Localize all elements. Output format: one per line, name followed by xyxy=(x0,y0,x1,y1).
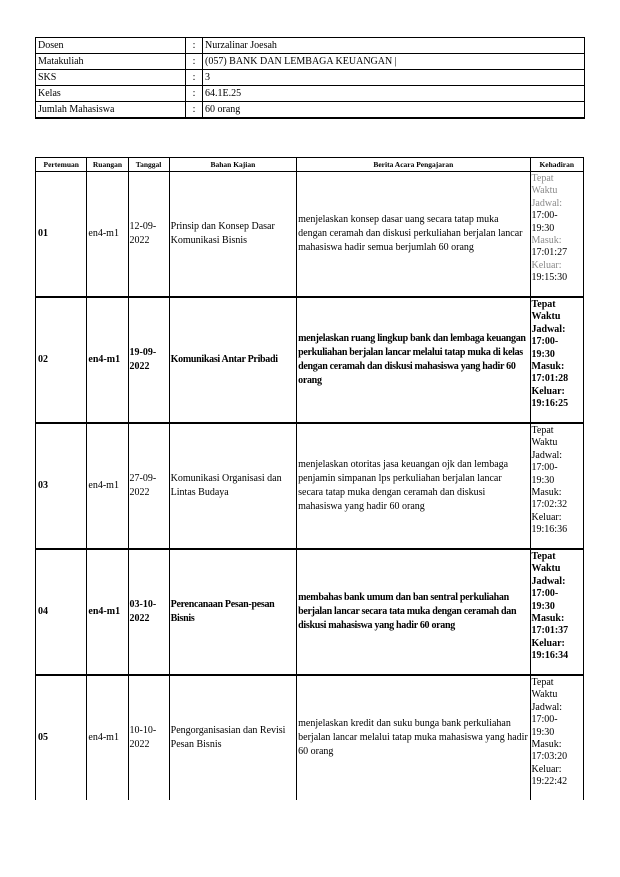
date-cell: 19-09-2022 xyxy=(128,297,169,423)
table-row xyxy=(36,297,584,423)
info-value: (057) BANK DAN LEMBAGA KEUANGAN | xyxy=(203,54,585,70)
column-header-kehadiran: Kehadiran xyxy=(530,158,583,172)
attendance-status: Tepat xyxy=(531,425,554,436)
attendance-cell xyxy=(530,423,583,549)
check-out-time: 19:16:34 xyxy=(531,650,569,662)
check-out-time: 19:16:36 xyxy=(531,524,568,536)
check-in-time: 17:02:32 xyxy=(531,499,568,511)
schedule-end: 19:30 xyxy=(531,726,555,738)
schedule-start: 17:00- xyxy=(531,714,558,726)
check-in-time: 17:01:27 xyxy=(531,247,568,259)
schedule-end: 19:30 xyxy=(531,600,555,612)
attendance-status: Tepat xyxy=(531,299,556,310)
topic-cell: Perencanaan Pesan-pesan Bisnis xyxy=(169,549,296,675)
column-header-tanggal: Tanggal xyxy=(128,158,169,172)
teaching-report-cell: menjelaskan ruang lingkup bank dan lembaga keuangan perkuliahan berjalan lancar melalui tatap muka di kelas dengan ceramah dan diskusi mahasiswa yang hadir 60 orang xyxy=(297,297,530,423)
info-colon: : xyxy=(186,102,203,119)
attendance-status: Tepat xyxy=(531,677,554,688)
info-row-jumlah xyxy=(36,102,585,119)
info-value: 3 xyxy=(203,70,585,86)
info-row-kelas xyxy=(36,86,585,102)
attendance-status: Waktu xyxy=(531,689,558,701)
schedule-label: Jadwal: xyxy=(531,449,563,461)
date-cell: 27-09-2022 xyxy=(128,423,169,549)
info-label: Matakuliah xyxy=(36,54,186,70)
check-out-label: Keluar: xyxy=(531,511,562,523)
info-label: Dosen xyxy=(36,38,186,54)
table-row xyxy=(36,423,584,549)
schedule-start: 17:00- xyxy=(531,336,559,348)
table-row xyxy=(36,172,584,298)
check-in-label: Masuk: xyxy=(531,739,562,751)
meeting-number: 03 xyxy=(36,423,87,549)
attendance-status: Waktu xyxy=(531,437,558,449)
check-out-label: Keluar: xyxy=(531,385,565,397)
room-cell: en4-m1 xyxy=(87,297,128,423)
attendance-status: Waktu xyxy=(531,185,558,197)
topic-cell: Pengorganisasian dan Revisi Pesan Bisnis xyxy=(169,675,296,800)
date-cell: 03-10-2022 xyxy=(128,549,169,675)
schedule-label: Jadwal: xyxy=(531,575,566,587)
schedule-start: 17:00- xyxy=(531,210,558,222)
teaching-report-cell: membahas bank umum dan ban sentral perkuliahan berjalan lancar secara tata muka dengan ceramah dan diskusi mahasiswa yang hadir 60 orang xyxy=(297,549,530,675)
attendance-cell xyxy=(530,675,583,800)
date-cell: 10-10-2022 xyxy=(128,675,169,800)
room-cell: en4-m1 xyxy=(87,423,128,549)
date-cell: 12-09-2022 xyxy=(128,172,169,298)
info-row-matakuliah xyxy=(36,54,585,70)
topic-cell: Komunikasi Antar Pribadi xyxy=(169,297,296,423)
info-colon: : xyxy=(186,70,203,86)
attendance-cell xyxy=(530,297,583,423)
schedule-start: 17:00- xyxy=(531,588,559,600)
schedule-label: Jadwal: xyxy=(531,701,563,713)
topic-cell: Prinsip dan Konsep Dasar Komunikasi Bisnis xyxy=(169,172,296,298)
schedule-end: 19:30 xyxy=(531,222,555,234)
info-label: Kelas xyxy=(36,86,186,102)
room-cell: en4-m1 xyxy=(87,675,128,800)
teaching-report-cell: menjelaskan otoritas jasa keuangan ojk dan lembaga penjamin simpanan lps perkuliahan berjalan lancar secara tatap muka dengan ceramah dan diskusi mahasiswa yang hadir 60 orang xyxy=(297,423,530,549)
info-row-sks xyxy=(36,70,585,86)
schedule-label: Jadwal: xyxy=(531,197,563,209)
info-value: 64.1E.25 xyxy=(203,86,585,102)
attendance-status: Waktu xyxy=(531,563,561,575)
attendance-status: Tepat xyxy=(531,173,554,184)
check-out-label: Keluar: xyxy=(531,259,562,271)
course-info-table xyxy=(35,37,585,119)
info-row-dosen xyxy=(36,38,585,54)
room-cell: en4-m1 xyxy=(87,172,128,298)
meeting-number: 04 xyxy=(36,549,87,675)
info-label: SKS xyxy=(36,70,186,86)
table-row xyxy=(36,549,584,675)
meeting-number: 05 xyxy=(36,675,87,800)
check-out-label: Keluar: xyxy=(531,637,565,649)
attendance-status: Tepat xyxy=(531,551,556,562)
check-in-label: Masuk: xyxy=(531,235,562,247)
attendance-status: Waktu xyxy=(531,311,561,323)
check-in-label: Masuk: xyxy=(531,487,562,499)
table-row xyxy=(36,675,584,800)
column-header-pertemuan: Pertemuan xyxy=(36,158,87,172)
column-header-berita-acara: Berita Acara Pengajaran xyxy=(297,158,530,172)
meeting-number: 01 xyxy=(36,172,87,298)
table-header-row xyxy=(36,158,584,172)
check-out-time: 19:15:30 xyxy=(531,272,568,284)
attendance-table xyxy=(35,157,584,800)
info-value: Nurzalinar Joesah xyxy=(203,38,585,54)
info-value: 60 orang xyxy=(203,102,585,119)
info-label: Jumlah Mahasiswa xyxy=(36,102,186,119)
check-in-label: Masuk: xyxy=(531,613,565,625)
check-in-time: 17:01:28 xyxy=(531,373,569,385)
info-colon: : xyxy=(186,38,203,54)
teaching-report-cell: menjelaskan konsep dasar uang secara tatap muka dengan ceramah dan diskusi perkuliahan berjalan lancar mahasiswa hadir semua berjumlah 60 orang xyxy=(297,172,530,298)
attendance-cell xyxy=(530,549,583,675)
schedule-label: Jadwal: xyxy=(531,323,566,335)
teaching-report-cell: menjelaskan kredit dan suku bunga bank perkuliahan berjalan lancar melalui tatap muka mahasiswa yang hadir 60 orang xyxy=(297,675,530,800)
schedule-end: 19:30 xyxy=(531,348,555,360)
check-out-time: 19:22:42 xyxy=(531,776,568,788)
column-header-bahan-kajian: Bahan Kajian xyxy=(169,158,296,172)
column-header-ruangan: Ruangan xyxy=(87,158,128,172)
meeting-number: 02 xyxy=(36,297,87,423)
info-colon: : xyxy=(186,54,203,70)
check-out-label: Keluar: xyxy=(531,763,562,775)
room-cell: en4-m1 xyxy=(87,549,128,675)
check-in-time: 17:01:37 xyxy=(531,625,569,637)
info-colon: : xyxy=(186,86,203,102)
check-out-time: 19:16:25 xyxy=(531,398,569,410)
check-in-label: Masuk: xyxy=(531,361,565,373)
check-in-time: 17:03:20 xyxy=(531,751,568,763)
schedule-start: 17:00- xyxy=(531,462,558,474)
schedule-end: 19:30 xyxy=(531,474,555,486)
attendance-cell xyxy=(530,172,583,298)
topic-cell: Komunikasi Organisasi dan Lintas Budaya xyxy=(169,423,296,549)
